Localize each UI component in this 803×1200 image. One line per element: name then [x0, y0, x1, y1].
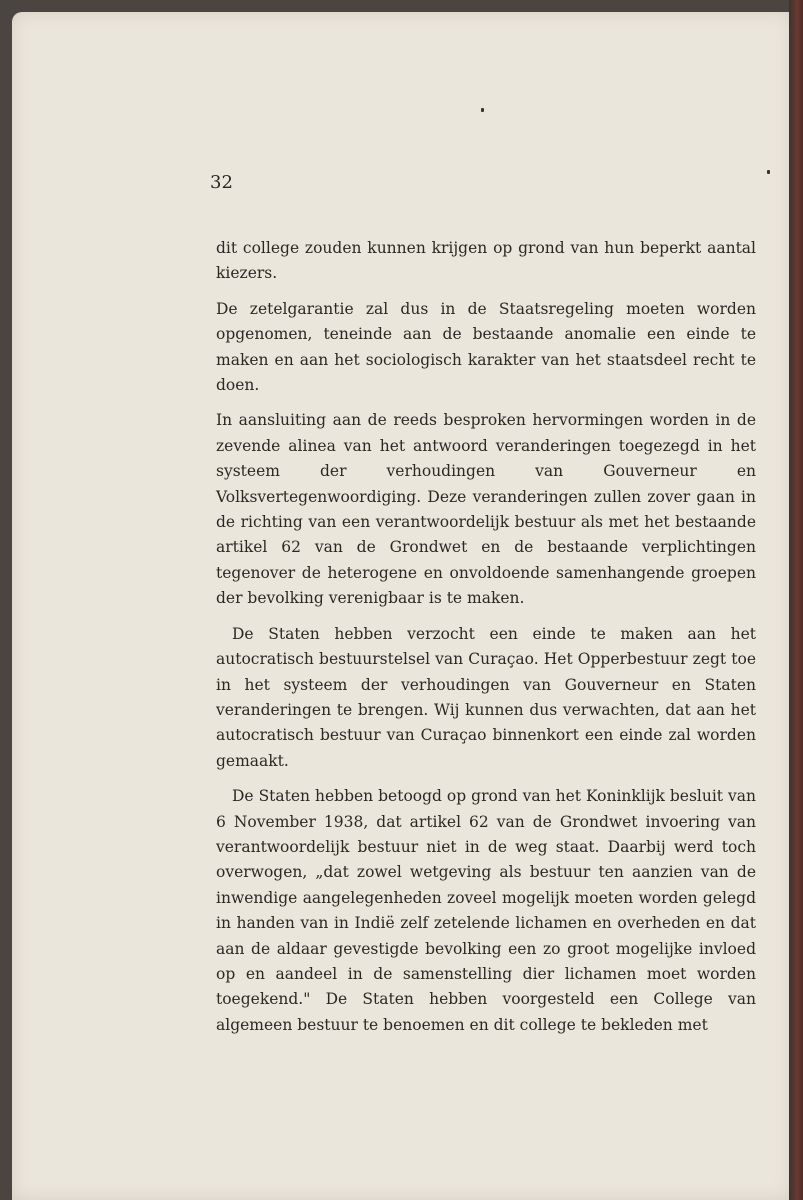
ink-speck	[481, 108, 484, 112]
paragraph: De Staten hebben verzocht een einde te maken aan het autocratisch bestuurstelsel van Curaçao. Het Opperbestuur zegt toe in het systeem der verhoudingen van Gouverneur en Staten veranderingen te brengen. Wij kunnen dus verwachten, dat aan het autocratisch bestuur van Curaçao binnenkort een einde zal worden gemaakt.	[216, 624, 756, 770]
paragraph: dit college zouden kunnen krijgen op grond van hun beperkt aantal kiezers.	[216, 239, 756, 283]
paragraph: De Staten hebben betoogd op grond van het Koninklijk besluit van 6 November 1938, dat artikel 62 van de Grondwet invoering van verantwoordelijk bestuur niet in de weg staat. Daarbij werd toch overwogen, „dat zowel wetgeving als bestuur ten aanzien van de inwendige aangelegenheden zoveel mogelijk moeten worden gelegd in handen van in Indië zelf zetelende lichamen en overheden en dat aan de aldaar gevestigde bevolking een zo groot mogelijke invloed op en aandeel in de samenstelling dier lichamen moet worden toegekend." De Staten hebben voorgesteld een College van algemeen bestuur te benoemen en dit college te bekleden met	[216, 787, 756, 1034]
paragraph: De zetelgarantie zal dus in de Staatsregeling moeten worden opgenomen, teneinde aan de bestaande anomalie een einde te maken en aan het sociologisch karakter van het staatsdeel recht te doen.	[216, 299, 756, 395]
ink-speck	[767, 170, 770, 174]
body-text	[216, 236, 756, 1048]
book-binding-edge	[789, 0, 803, 1200]
page-number: 32	[210, 172, 233, 193]
paragraph: In aansluiting aan de reeds besproken hervormingen worden in de zevende alinea van het antwoord veranderingen toegezegd in het systeem der verhoudingen van Gouverneur en Volksvertegenwoordiging. Deze veranderingen zullen zover gaan in de richting van een verantwoordelijk bestuur als met het bestaande artikel 62 van de Grondwet en de bestaande verplichtingen tegenover de heterogene en onvoldoende samenhangende groepen der bevolking verenigbaar is te maken.	[216, 411, 756, 608]
